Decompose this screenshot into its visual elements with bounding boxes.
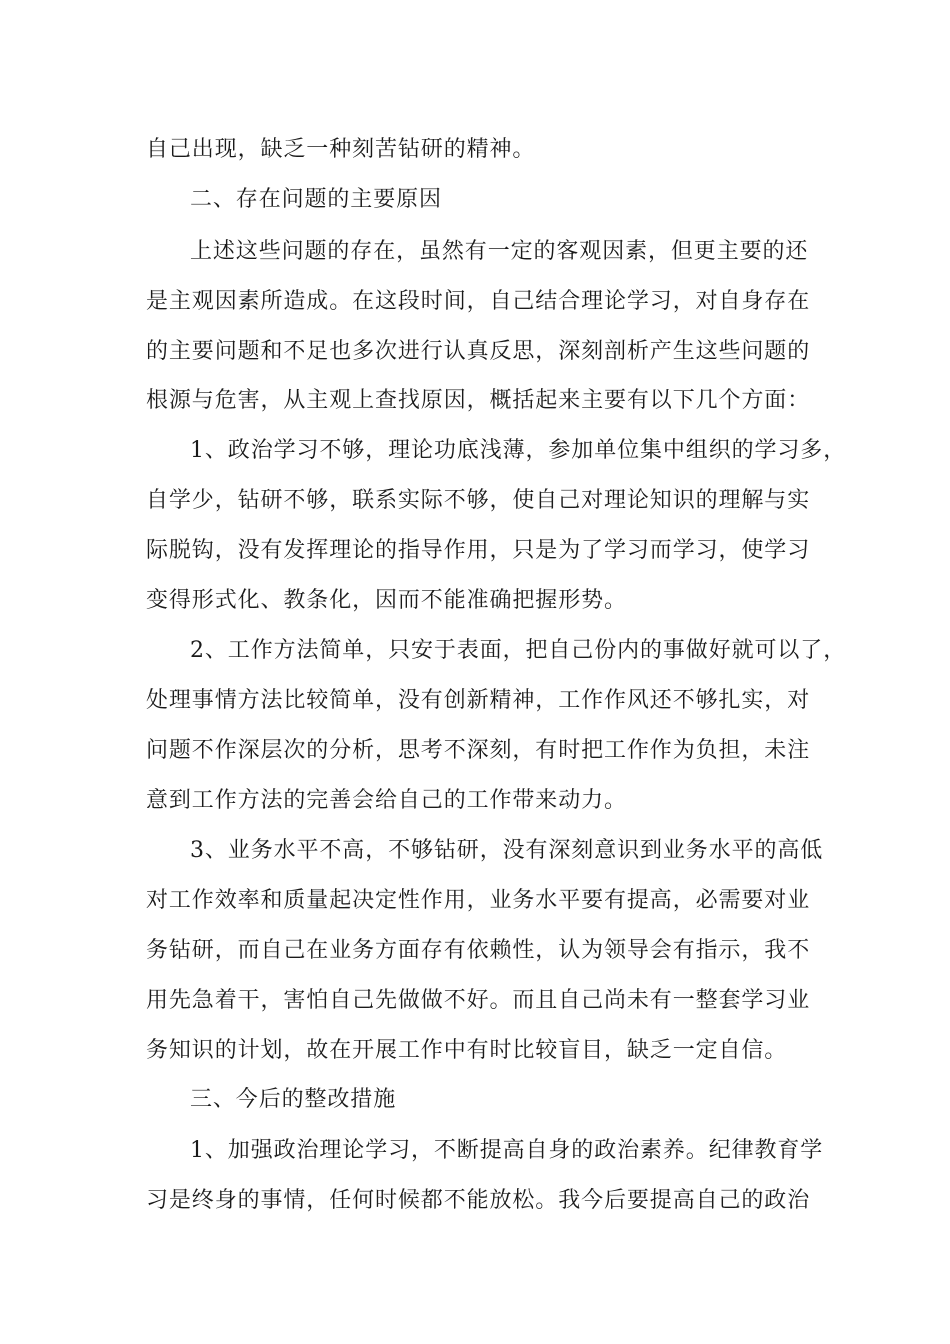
paragraph-line: 用先急着干，害怕自己先做做不好。而且自己尚未有一整套学习业 xyxy=(146,988,811,1013)
paragraph-line: 自学少，钻研不够，联系实际不够，使自己对理论知识的理解与实 xyxy=(146,488,811,513)
paragraph-line: 际脱钩，没有发挥理论的指导作用，只是为了学习而学习，使学习 xyxy=(146,538,811,563)
paragraph-line: 意到工作方法的完善会给自己的工作带来动力。 xyxy=(146,788,627,813)
paragraph-line: 上述这些问题的存在，虽然有一定的客观因素，但更主要的还 xyxy=(190,239,809,264)
paragraph-line: 务知识的计划，故在开展工作中有时比较盲目，缺乏一定自信。 xyxy=(146,1038,788,1063)
paragraph-line: 务钻研，而自己在业务方面存有依赖性，认为领导会有指示，我不 xyxy=(146,938,811,963)
paragraph-line: 1、政治学习不够，理论功底浅薄，参加单位集中组织的学习多， xyxy=(190,438,847,463)
section-heading: 三、今后的整改措施 xyxy=(190,1087,397,1112)
paragraph-line: 习是终身的事情，任何时候都不能放松。我今后要提高自己的政治 xyxy=(146,1188,811,1213)
paragraph-line: 处理事情方法比较简单，没有创新精神，工作作风还不够扎实，对 xyxy=(146,688,811,713)
text-line: 自己出现，缺乏一种刻苦钻研的精神。 xyxy=(146,137,536,162)
paragraph-line: 1、加强政治理论学习，不断提高自身的政治素养。纪律教育学 xyxy=(190,1138,824,1163)
paragraph-line: 问题不作深层次的分析，思考不深刻，有时把工作作为负担，未注 xyxy=(146,738,811,763)
paragraph-line: 变得形式化、教条化，因而不能准确把握形势。 xyxy=(146,588,627,613)
paragraph-line: 的主要问题和不足也多次进行认真反思，深刻剖析产生这些问题的 xyxy=(146,339,811,364)
paragraph-line: 是主观因素所造成。在这段时间，自己结合理论学习，对自身存在 xyxy=(146,289,811,314)
paragraph-line: 根源与危害，从主观上查找原因，概括起来主要有以下几个方面： xyxy=(146,388,811,413)
section-heading: 二、存在问题的主要原因 xyxy=(190,187,442,212)
paragraph-line: 2、工作方法简单，只安于表面，把自己份内的事做好就可以了， xyxy=(190,638,847,663)
paragraph-line: 对工作效率和质量起决定性作用，业务水平要有提高，必需要对业 xyxy=(146,888,811,913)
paragraph-line: 3、业务水平不高，不够钻研，没有深刻意识到业务水平的高低 xyxy=(190,838,824,863)
